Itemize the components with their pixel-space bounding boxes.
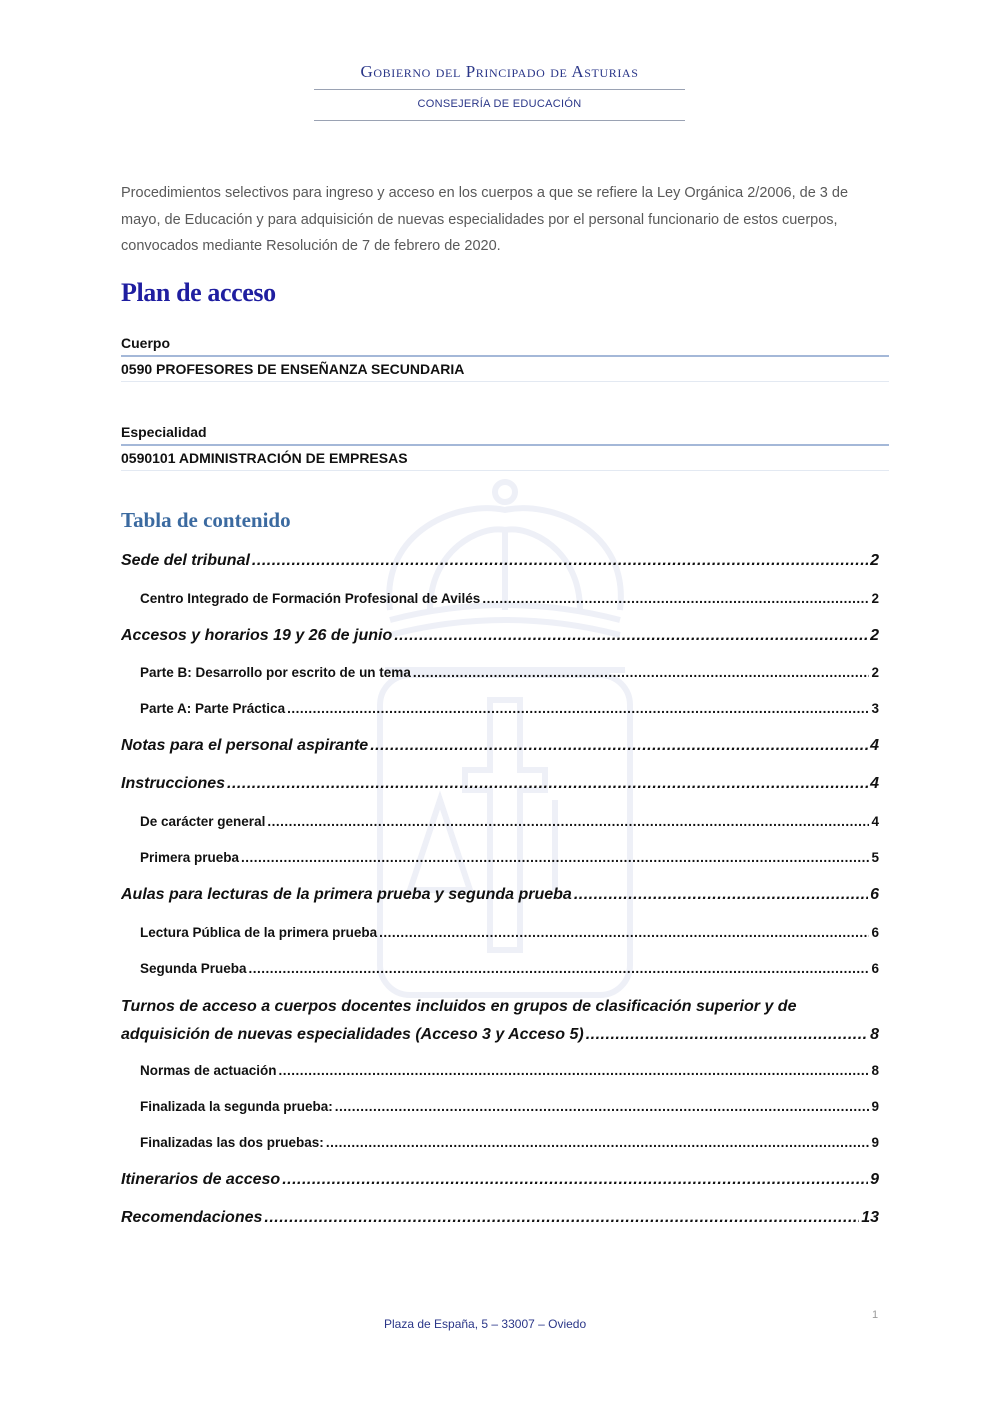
toc-entry-text: Lectura Pública de la primera prueba: [140, 925, 378, 940]
toc-entry-text-continued: adquisición de nuevas especialidades (Acceso 3 y Acceso 5): [121, 1026, 584, 1043]
toc-entry-page: 9: [871, 1135, 879, 1150]
toc-leader: [267, 814, 869, 829]
toc-entry-page: 2: [870, 627, 879, 644]
toc-entry-text: Notas para el personal aspirante: [121, 737, 369, 754]
toc-entry[interactable]: [121, 886, 879, 904]
toc-entry-page: 8: [871, 1063, 879, 1078]
toc-leader: [279, 1063, 870, 1078]
field-label: Especialidad: [121, 424, 207, 440]
toc-entry[interactable]: [121, 814, 879, 829]
toc-leader: [287, 701, 869, 716]
toc-entry-text: Instrucciones: [121, 775, 226, 792]
toc-entry[interactable]: [121, 665, 879, 680]
toc-entry[interactable]: [121, 1135, 879, 1150]
department-name: CONSEJERÍA DE EDUCACIÓN: [417, 98, 582, 110]
toc-entry-text: Aulas para lecturas de la primera prueba y segunda prueba: [121, 886, 572, 903]
toc-entry-text: Finalizada la segunda prueba:: [140, 1099, 333, 1114]
page-title: Plan de acceso: [121, 278, 276, 307]
toc-leader: [282, 1171, 868, 1189]
toc-leader: [241, 850, 869, 865]
toc-leader: [370, 737, 868, 755]
footer-address: Plaza de España, 5 – 33007 – Oviedo: [384, 1317, 587, 1331]
toc-entry[interactable]: [121, 1171, 879, 1189]
toc-entry[interactable]: [121, 925, 879, 940]
field-rule: [121, 444, 889, 446]
toc-entry-text: Centro Integrado de Formación Profesional de Avilés: [140, 591, 481, 606]
toc-entry-text: Parte B: Desarrollo por escrito de un tema: [140, 665, 411, 680]
toc-leader: [586, 1022, 868, 1048]
toc-leader: [249, 961, 870, 976]
toc-leader: [326, 1135, 870, 1150]
toc-entry[interactable]: [121, 961, 879, 976]
toc-leader: [574, 886, 868, 904]
letterhead: [314, 58, 685, 121]
toc-title: Tabla de contenido: [121, 508, 291, 532]
toc-entry-page: 6: [871, 961, 879, 976]
intro-paragraph: Procedimientos selectivos para ingreso y acceso en los cuerpos a que se refiere la Ley Orgánica 2/2006, de 3 de mayo, de Educación y para adquisición de nuevas especialidades por el personal funcionario de estos cuerpos, convocados mediante Resolución de 7 de febrero de 2020.: [121, 185, 849, 254]
toc-leader: [252, 552, 868, 570]
toc-entry[interactable]: [121, 552, 879, 570]
toc-entry-text: Primera prueba: [140, 850, 240, 865]
field-cuerpo: [121, 333, 889, 382]
toc-entry-text: Segunda Prueba: [140, 961, 247, 976]
toc-entry-text: Finalizadas las dos pruebas:: [140, 1135, 324, 1150]
toc-entry[interactable]: [121, 701, 879, 716]
toc-entry[interactable]: [121, 1063, 879, 1078]
toc-entry-page: 9: [870, 1171, 879, 1188]
toc-entry[interactable]: [121, 1099, 879, 1114]
field-value: 0590101 ADMINISTRACIÓN DE EMPRESAS: [121, 450, 408, 466]
toc-entry[interactable]: [121, 591, 879, 606]
toc-leader: [413, 665, 870, 680]
toc-entry-page: 5: [871, 850, 879, 865]
toc-entry[interactable]: [121, 775, 879, 793]
government-name: Gobierno del Principado de Asturias: [360, 62, 639, 81]
toc-entry-page: 6: [871, 925, 879, 940]
toc-entry-text: Turnos de acceso a cuerpos docentes incluidos en grupos de clasificación superior y de: [121, 998, 797, 1015]
toc-leader: [482, 591, 869, 606]
page-number: 1: [872, 1309, 879, 1321]
toc-entry-text: Sede del tribunal: [121, 552, 250, 569]
toc-entry[interactable]: [121, 850, 879, 865]
toc-leader: [335, 1099, 870, 1114]
letterhead-rule-top: [314, 89, 685, 90]
toc-entry-page: 4: [870, 775, 879, 792]
toc-entry-page: 2: [871, 591, 879, 606]
field-label: Cuerpo: [121, 335, 170, 351]
toc-entry-page: 13: [861, 1209, 879, 1226]
toc-leader: [394, 627, 868, 645]
field-rule: [121, 355, 889, 357]
toc-entry[interactable]: [121, 1209, 879, 1227]
field-value: 0590 PROFESORES DE ENSEÑANZA SECUNDARIA: [121, 361, 465, 377]
toc-entry-text: De carácter general: [140, 814, 266, 829]
toc-leader: [264, 1209, 859, 1227]
toc-entry-page: 4: [871, 814, 879, 829]
toc-entry-page: 8: [870, 1026, 879, 1043]
toc-entry-page: 3: [871, 701, 879, 716]
toc-entry-text: Parte A: Parte Práctica: [140, 701, 286, 716]
letterhead-rule-bottom: [314, 120, 685, 121]
toc-entry-text: Itinerarios de acceso: [121, 1171, 281, 1188]
toc-leader: [379, 925, 869, 940]
field-especialidad: [121, 422, 889, 471]
toc-entry-page: 4: [870, 737, 879, 754]
toc-entry-page: 2: [870, 552, 879, 569]
toc-entry-text: Normas de actuación: [140, 1063, 277, 1078]
toc-entry-page: 2: [871, 665, 879, 680]
toc-entry-text: Recomendaciones: [121, 1209, 263, 1226]
field-underline: [121, 381, 889, 382]
toc-entry-text: Accesos y horarios 19 y 26 de junio: [121, 627, 393, 644]
toc-entry-page: 9: [871, 1099, 879, 1114]
toc-entry[interactable]: [121, 994, 879, 1048]
toc-entry[interactable]: [121, 627, 879, 645]
toc-leader: [227, 775, 868, 793]
toc-entry[interactable]: [121, 737, 879, 755]
toc-entry-page: 6: [870, 886, 879, 903]
